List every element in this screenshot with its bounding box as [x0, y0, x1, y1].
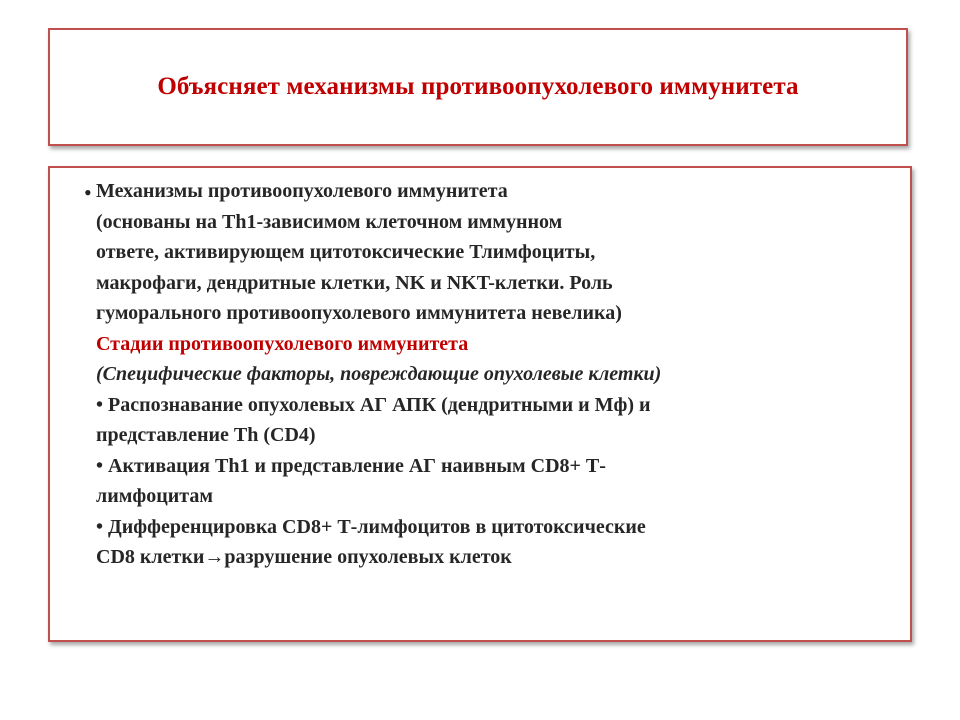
content-line-mechanisms-detail-2: ответе, активирующем цитотоксические Тлимфоциты,	[96, 241, 596, 263]
content-line-stage-1: • Распознавание опухолевых АГ АПК (дендритными и Мф) и	[96, 393, 651, 416]
content-line-stage-1-cont: представление Th (CD4)	[96, 424, 316, 446]
content-line-mechanisms-detail-1: (основаны на Th1-зависимом клеточном иммунном	[96, 210, 563, 233]
content-line-stages-subheading: (Специфические факторы, повреждающие опухолевые клетки)	[96, 363, 662, 385]
content-line-stage-2: • Активация Th1 и представление АГ наивным CD8+ Т-	[96, 454, 606, 477]
content-line-stage-3-cont: CD8 клетки→разрушение опухолевых клеток	[96, 546, 512, 568]
bullet-marker: •	[84, 180, 92, 205]
content-line-stage-3: • Дифференцировка CD8+ Т-лимфоцитов в цитотоксические	[96, 515, 646, 538]
content-line-stage-2-cont: лимфоцитам	[96, 485, 213, 507]
content-box	[48, 166, 912, 642]
content-lines	[96, 176, 896, 573]
content-line-mechanisms-detail-3: макрофаги, дендритные клетки, NK и NKT-клетки. Роль	[96, 271, 613, 294]
title-box	[48, 28, 908, 146]
content-line-mechanisms-heading: Механизмы противоопухолевого иммунитета	[96, 180, 508, 202]
content-line-mechanisms-detail-4: гуморального противоопухолевого иммунитета невелика)	[96, 302, 622, 324]
content-line-stages-heading: Стадии противоопухолевого иммунитета	[96, 332, 469, 355]
slide-title: Объясняет механизмы противоопухолевого иммунитета	[157, 73, 799, 100]
